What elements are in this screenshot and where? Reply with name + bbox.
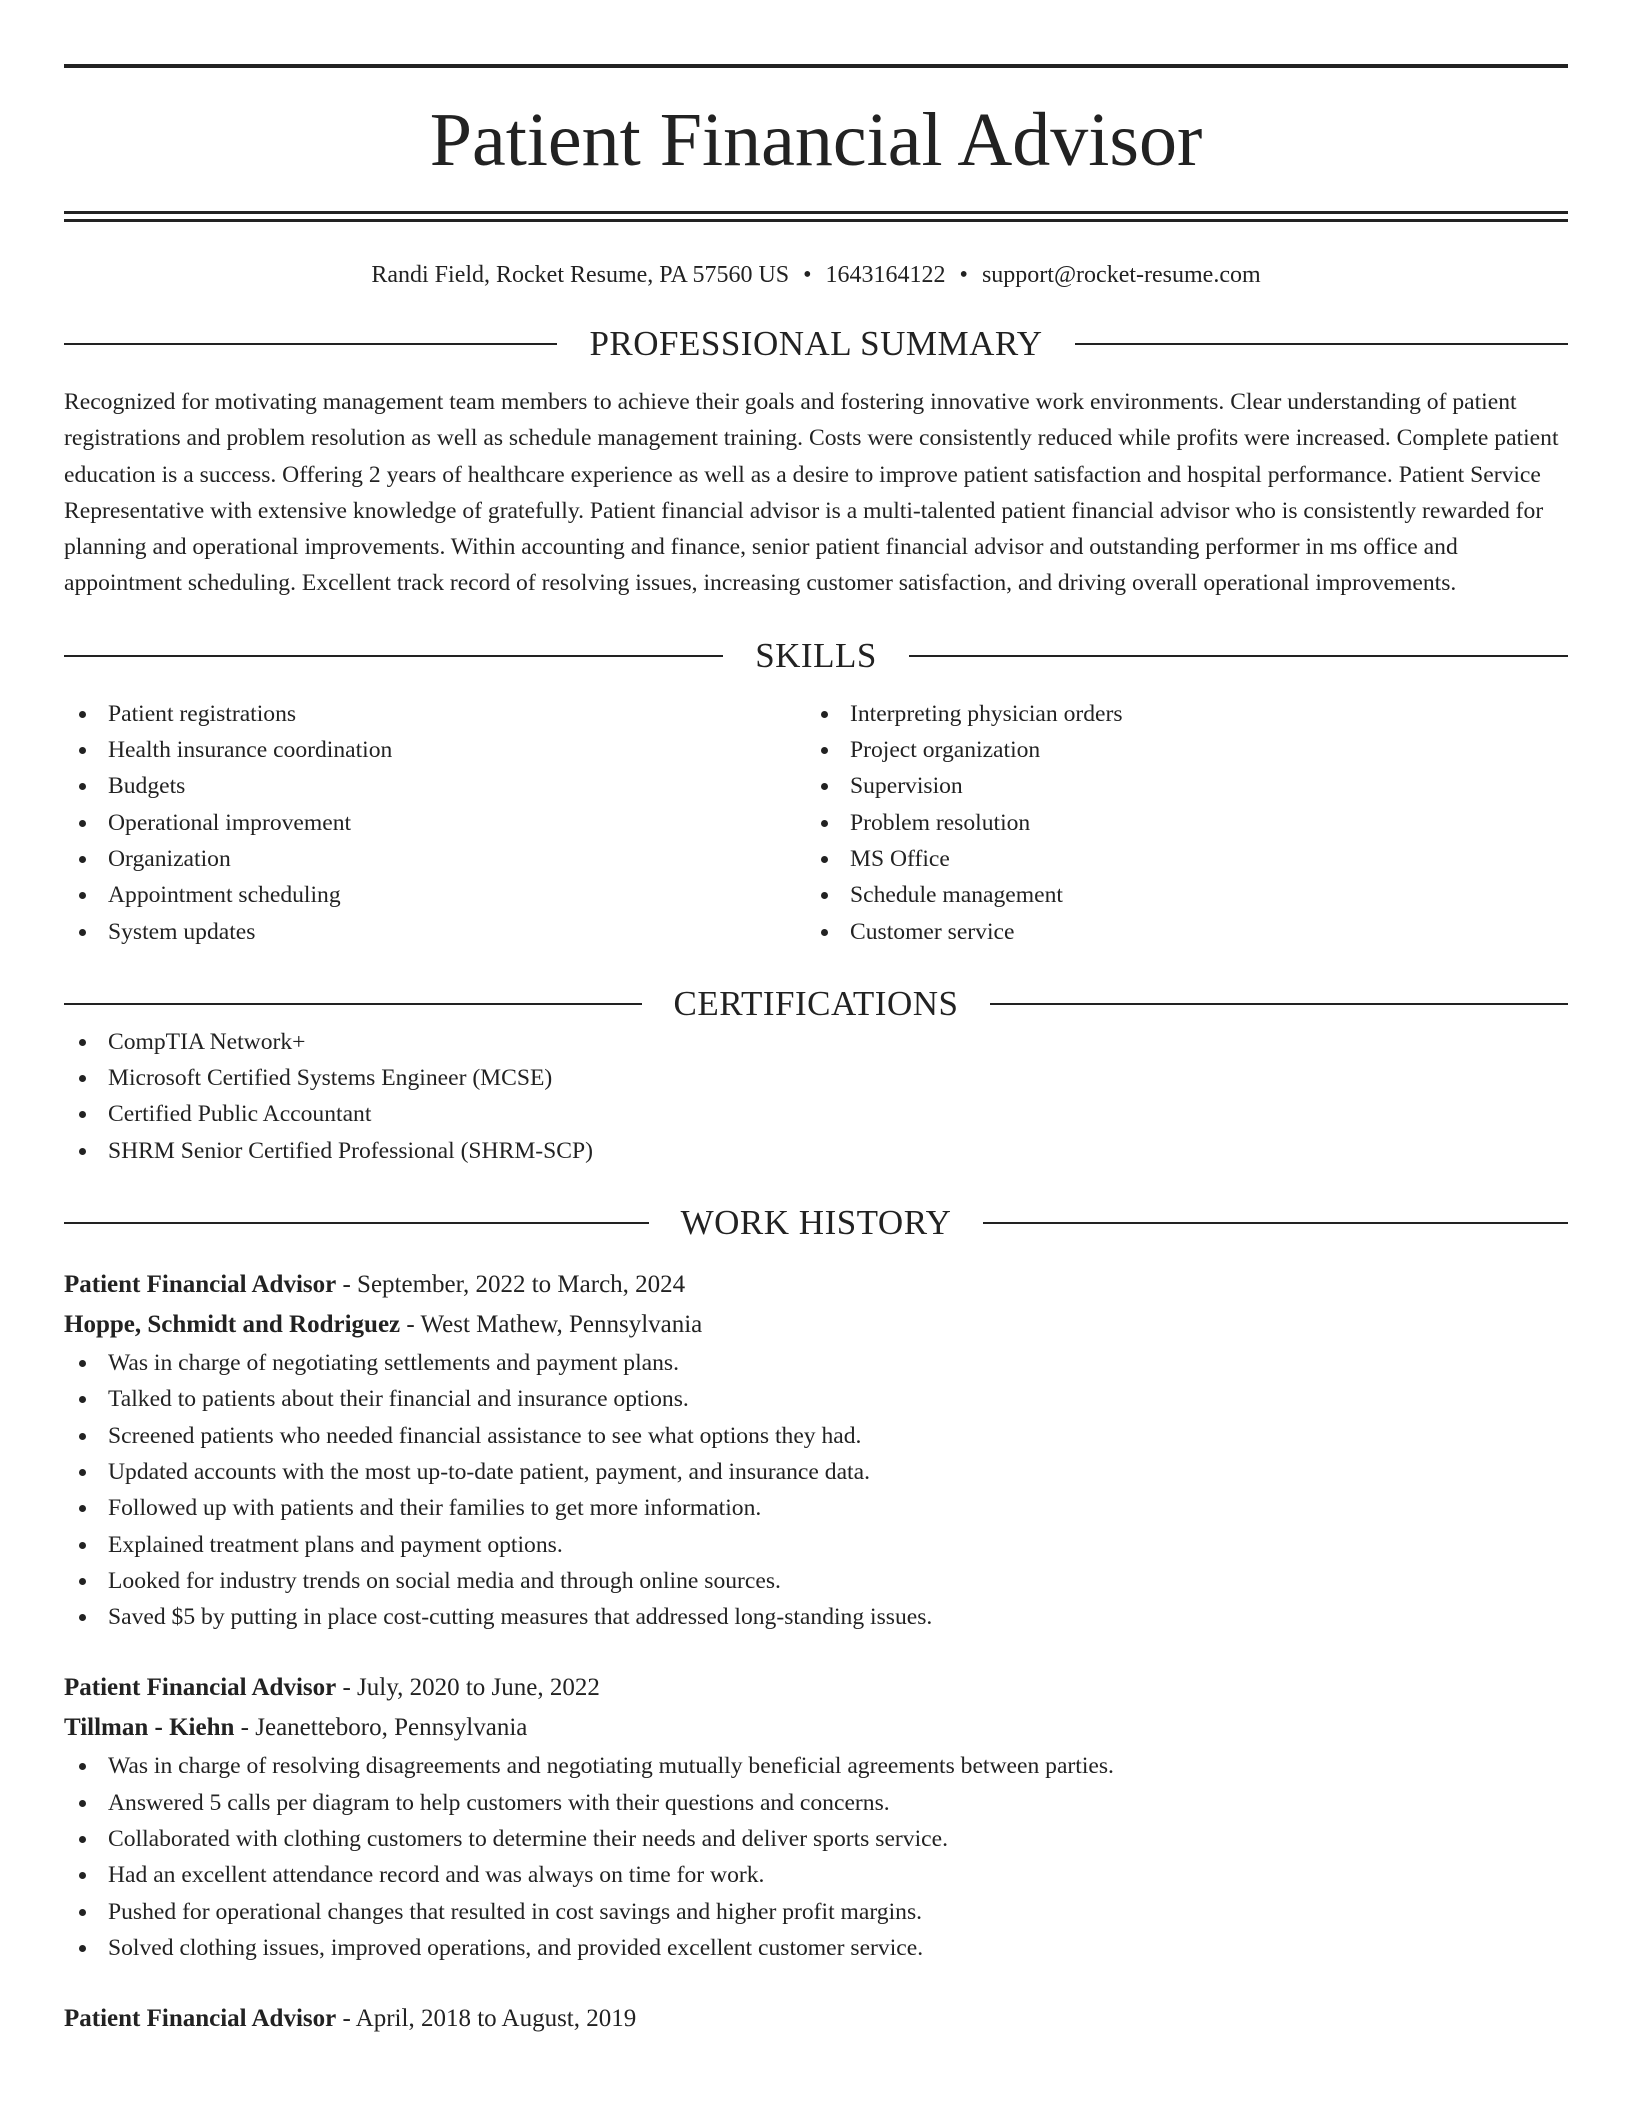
skills-column-right [806, 696, 1548, 950]
resume-name: Patient Financial Advisor [429, 98, 1203, 182]
job-duties-list [64, 1748, 1568, 1966]
certification-item: SHRM Senior Certified Professional (SHRM-SCP) [64, 1133, 1568, 1169]
job-title-line [64, 1668, 1568, 1708]
job-title: Patient Financial Advisor [64, 2005, 337, 2033]
job-company: Hoppe, Schmidt and Rodriguez [64, 1311, 401, 1339]
job-entry [64, 1265, 1568, 1635]
divider-line [990, 1003, 1568, 1005]
job-duty-item: Followed up with patients and their families to get more information. [64, 1490, 1568, 1526]
job-duty-item: Was in charge of negotiating settlements and payment plans. [64, 1345, 1568, 1381]
header-double-rule [64, 211, 1568, 222]
resume-page [64, 64, 1568, 2039]
job-duty-item: Had an excellent attendance record and was always on time for work. [64, 1857, 1568, 1893]
job-duty-item: Talked to patients about their financial and insurance options. [64, 1381, 1568, 1417]
skill-item: System updates [64, 914, 806, 950]
skills-heading: SKILLS [755, 635, 877, 675]
job-entry [64, 1999, 1568, 2039]
job-company-line [64, 1708, 1568, 1748]
job-entry [64, 1668, 1568, 1966]
certifications-heading: CERTIFICATIONS [673, 983, 959, 1023]
job-company: Tillman - Kiehn [64, 1714, 235, 1742]
job-title: Patient Financial Advisor [64, 1674, 337, 1702]
skill-item: Supervision [806, 768, 1548, 804]
job-duty-item: Looked for industry trends on social media and through online sources. [64, 1563, 1568, 1599]
job-duty-item: Answered 5 calls per diagram to help customers with their questions and concerns. [64, 1785, 1568, 1821]
header-top-rule [64, 64, 1568, 68]
divider-line [64, 343, 557, 345]
certifications-section-header [64, 984, 1568, 1024]
job-duty-item: Screened patients who needed financial assistance to see what options they had. [64, 1418, 1568, 1454]
contact-phone: 1643164122 [825, 262, 946, 288]
skill-item: Appointment scheduling [64, 877, 806, 913]
job-duties-list [64, 1345, 1568, 1635]
skill-item: Operational improvement [64, 805, 806, 841]
divider-line [983, 1222, 1568, 1224]
summary-heading: PROFESSIONAL SUMMARY [589, 324, 1043, 363]
work-history-heading: WORK HISTORY [680, 1203, 952, 1243]
job-dates: - April, 2018 to August, 2019 [336, 2005, 637, 2033]
job-duty-item: Saved $5 by putting in place cost-cutting measures that addressed long-standing issues. [64, 1599, 1568, 1635]
divider-line [64, 1222, 649, 1224]
skill-item: Problem resolution [806, 805, 1548, 841]
divider-line [64, 655, 723, 657]
summary-section-header [64, 324, 1568, 364]
summary-text: Recognized for motivating management team members to achieve their goals and fostering innovative work environments. Clear understanding of patient registrations and problem resolution as well as schedule management training. Costs were consistently reduced while profits were increased. Complete patient education is a success. Offering 2 years of healthcare experience as well as a desire to improve patient satisfaction and hospital performance. Patient Service Representative with extensive knowledge of gratefully. Patient financial advisor is a multi-talented patient financial advisor who is consistently rewarded for planning and operational improvements. Within accounting and finance, senior patient financial advisor and outstanding performer in ms office and appointment scheduling. Excellent track record of resolving issues, increasing customer satisfaction, and driving overall operational improvements. [64, 389, 1559, 597]
contact-email: support@rocket-resume.com [981, 262, 1261, 288]
certification-item: Microsoft Certified Systems Engineer (MCSE) [64, 1060, 1568, 1096]
job-title: Patient Financial Advisor [64, 1271, 337, 1299]
skill-item: Budgets [64, 768, 806, 804]
skill-item: Interpreting physician orders [806, 696, 1548, 732]
job-title-line [64, 1265, 1568, 1305]
job-duty-item: Updated accounts with the most up-to-date patient, payment, and insurance data. [64, 1454, 1568, 1490]
skill-item: Health insurance coordination [64, 732, 806, 768]
job-duty-item: Collaborated with clothing customers to determine their needs and deliver sports service. [64, 1821, 1568, 1857]
skills-section-header [64, 636, 1568, 676]
job-duty-item: Was in charge of resolving disagreements and negotiating mutually beneficial agreements between parties. [64, 1748, 1568, 1784]
contact-separator: • [803, 262, 812, 288]
certification-item: CompTIA Network+ [64, 1024, 1568, 1060]
job-title-line [64, 1999, 1568, 2039]
skill-item: Schedule management [806, 877, 1548, 913]
divider-line [64, 1003, 642, 1005]
certification-item: Certified Public Accountant [64, 1096, 1568, 1132]
job-location: - Jeanetteboro, Pennsylvania [234, 1714, 528, 1742]
skill-item: Patient registrations [64, 696, 806, 732]
contact-address: Randi Field, Rocket Resume, PA 57560 US [371, 262, 790, 288]
divider-line [1075, 343, 1568, 345]
job-duty-item: Solved clothing issues, improved operations, and provided excellent customer service. [64, 1930, 1568, 1966]
job-dates: - July, 2020 to June, 2022 [336, 1674, 600, 1702]
skills-column-left [64, 696, 806, 950]
skill-item: Customer service [806, 914, 1548, 950]
job-location: - West Mathew, Pennsylvania [400, 1311, 703, 1339]
certifications-list [64, 1024, 1568, 1169]
divider-line [909, 655, 1568, 657]
job-company-line [64, 1305, 1568, 1345]
work-history-section-header [64, 1203, 1568, 1243]
skills-list [64, 696, 1568, 950]
skill-item: Project organization [806, 732, 1548, 768]
skill-item: Organization [64, 841, 806, 877]
skill-item: MS Office [806, 841, 1548, 877]
contact-line [64, 260, 1568, 290]
job-duty-item: Explained treatment plans and payment options. [64, 1527, 1568, 1563]
job-dates: - September, 2022 to March, 2024 [336, 1271, 686, 1299]
job-duty-item: Pushed for operational changes that resulted in cost savings and higher profit margins. [64, 1894, 1568, 1930]
contact-separator: • [959, 262, 968, 288]
